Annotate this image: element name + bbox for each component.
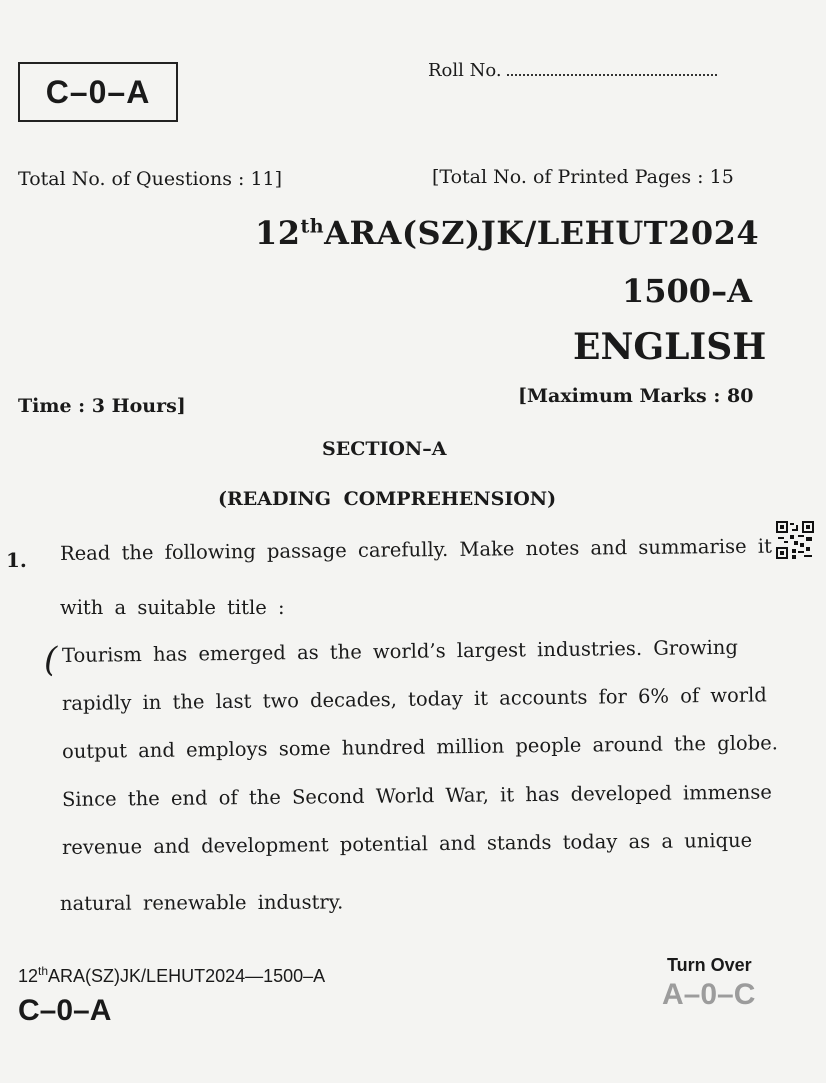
handwritten-bracket-mark: ( — [44, 640, 58, 680]
passage-line: output and employs some hundred million people around the globe. — [61, 731, 779, 763]
turn-over-label: Turn Over — [667, 955, 752, 975]
section-title: SECTION–A — [322, 438, 447, 460]
question-instruction-line-1: Read the following passage carefully. Make notes and summarise it — [59, 534, 772, 565]
subject-title: ENGLISH — [573, 326, 767, 368]
passage-line: Tourism has emerged as the world’s largest industries. Growing — [61, 635, 739, 667]
footer-code-rest: ARA(SZ)JK/LEHUT2024—1500–A — [48, 966, 326, 986]
total-questions: Total No. of Questions : 11] — [18, 168, 283, 190]
question-instruction-line-2: with a suitable title : — [60, 596, 285, 619]
footer-set-id: C–0–A — [18, 994, 112, 1027]
qr-code-icon — [776, 521, 814, 559]
roll-number-label: Roll No. — [428, 60, 502, 81]
footer-mirror-set-id: A–0–C — [662, 978, 756, 1011]
paper-code-rest: ARA(SZ)JK/LEHUT2024 — [324, 214, 760, 252]
roll-number-blank[interactable] — [507, 60, 717, 76]
paper-code-sup: th — [300, 215, 325, 238]
roll-number-field[interactable] — [428, 60, 717, 81]
exam-time: Time : 3 Hours] — [18, 395, 186, 417]
section-subtitle: (READING COMPREHENSION) — [218, 488, 557, 510]
passage-line: Since the end of the Second World War, it has developed immense — [61, 780, 772, 811]
passage-line: natural renewable industry. — [59, 890, 344, 915]
maximum-marks: [Maximum Marks : 80 — [518, 385, 754, 407]
footer-paper-code — [18, 964, 325, 987]
footer-code-sup: th — [38, 964, 49, 978]
passage-line: revenue and development potential and stands today as a unique — [61, 828, 753, 859]
paper-code-prefix: 12 — [255, 214, 301, 252]
total-printed-pages: [Total No. of Printed Pages : 15 — [432, 166, 734, 188]
question-number: 1. — [6, 548, 27, 572]
passage-line: rapidly in the last two decades, today it accounts for 6% of world — [61, 683, 767, 715]
paper-set-code-box: C–0–A — [18, 62, 178, 122]
footer-code-prefix: 12 — [18, 966, 39, 986]
paper-code — [255, 214, 759, 252]
paper-number: 1500–A — [622, 272, 752, 310]
